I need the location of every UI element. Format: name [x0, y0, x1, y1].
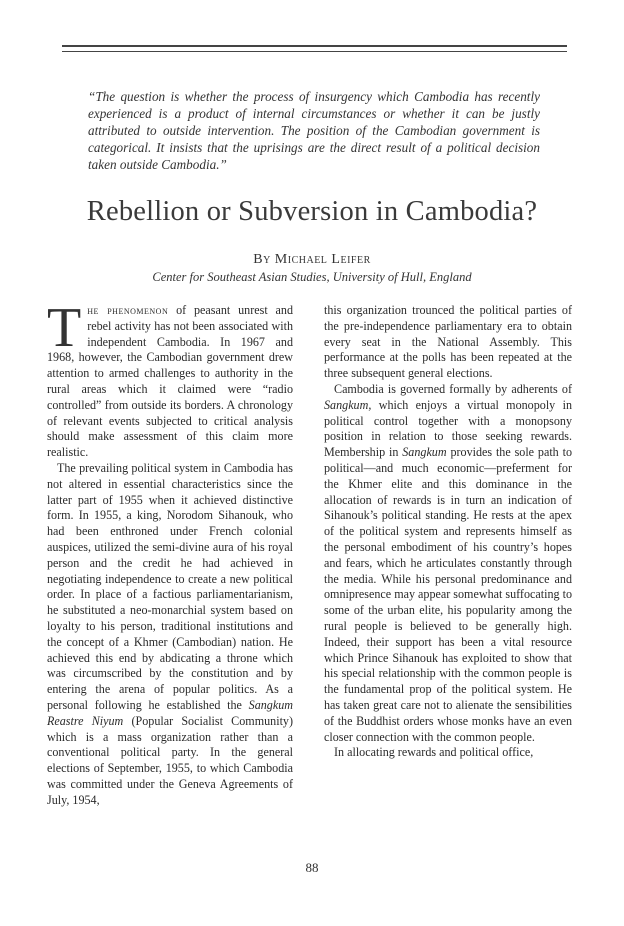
paragraph-rewards: In allocating rewards and political office,	[334, 745, 534, 760]
paragraph-text: Cambodia is governed formally by adherents of	[334, 381, 572, 396]
paragraph-text: The prevailing political system in Cambodia has not altered in essential characteristics since the latter part of 1955 when it achieved distinctive form. In 1955, a king, Norodom Sihanouk, who had been enthroned under French colonial auspices, utilized the semi-divine aura of his royal person and the credit he had achieved in negotiating independence to create a new political order. In place of a factious parliamentarianism, he substituted a neo-monarchial system based on loyalty to his person, traditional institutions and the concept of a Khmer (Cambodian) nation. He achieved this end by abdicating a throne which was circumscribed by the constitution and by entering the arena of popular politics. As a personal following he established the	[47, 460, 293, 712]
italic-term: Sangkum	[402, 445, 447, 460]
paragraph-intro	[47, 297, 293, 461]
page-number: 88	[305, 860, 319, 875]
paragraph-text: provides the sole path to political—and much economic—preferment for the Khmer elite and this dominance in the allocation of rewards is in turn an indication of Sihanouk’s political standing. He rests at the apex of the political system and represents himself as the personal embodiment of his country’s hopes and fears, which he articulates constantly through the media. While his personal predominance and omnipresence may appear somewhat suffocating to some of the urban elite, his popularity among the rural people is believed to be generally high. Indeed, their support has been a vital resource which Prince Sihanouk has exploited to show that his special relationship with the common people is the fundamental prop of the political system. He has taken great care not to alienate the sensibilities of the Buddhist orders whose monks have an even closer connection with the common people.	[324, 445, 572, 744]
paragraph-political-system	[47, 461, 293, 809]
paragraph-continued: this organization trounced the political parties of the pre-independence parliamentary era to obtain every seat in the National Assembly. This performance at the polls has been repeated at the three subsequent general elections.	[324, 303, 572, 381]
header-rule-thin	[62, 51, 567, 52]
italic-term: Sangkum Reastre Niyum	[47, 697, 293, 728]
lead-smallcaps: he phenomenon	[87, 303, 169, 317]
header-rule-thick	[62, 45, 567, 47]
paragraph-text: which enjoys a virtual monopoly in political control together with a monopsony position in relation to those seeking rewards. Membership in	[324, 397, 572, 460]
paragraph-text: of peasant unrest and rebel activity has not been associated with independent Cambodia. In 1967 and 1968, however, the Cambodian government drew attention to armed challenges to authority in the rural areas which it claimed were “radio controlled” from outside its borders. A chronology of relevant events subjected to critical analysis should make assessment of this claim more realistic.	[47, 303, 293, 460]
left-column	[47, 297, 293, 809]
paragraph-text: (Popular Socialist Community) which is a mass organization rather than a conventional political party. In the general elections of September, 1955, to which Cambodia was committed under the Geneva Agreements of July, 1954,	[47, 713, 293, 807]
paragraph-governance	[324, 382, 572, 745]
author-affiliation: Center for Southeast Asian Studies, University of Hull, England	[152, 270, 472, 284]
epigraph-quote: “The question is whether the process of insurgency which Cambodia has recently experienced is a product of internal circumstances or whether it can be justly attributed to outside intervention. The position of the Cambodian government is categorical. It insists that the uprisings are the direct result of a political decision taken outside Cambodia.”	[88, 89, 540, 172]
drop-cap: T	[47, 297, 82, 359]
author-byline: By Michael Leifer	[253, 252, 371, 267]
article-title: Rebellion or Subversion in Cambodia?	[86, 196, 538, 227]
italic-term: Sangkum,	[324, 397, 372, 412]
right-column	[324, 303, 572, 761]
